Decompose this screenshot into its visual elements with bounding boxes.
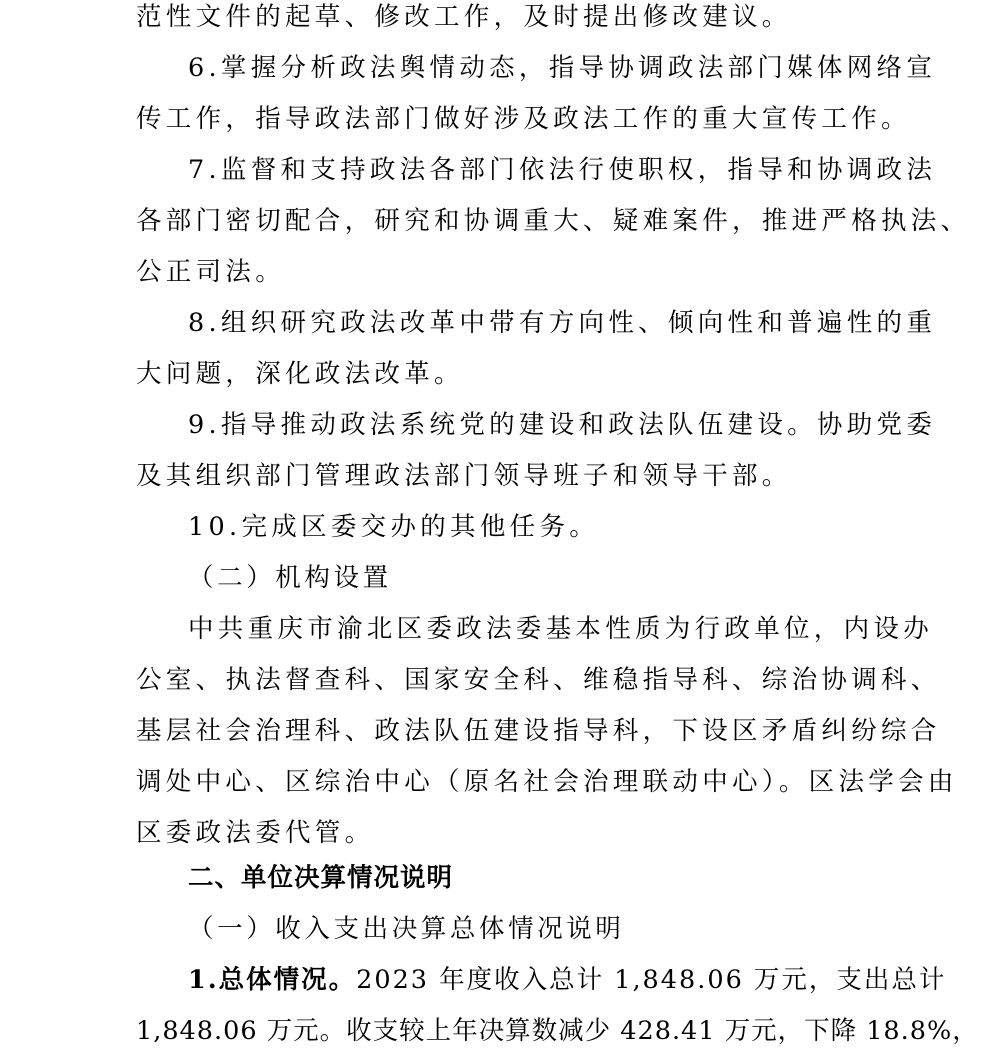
text-line: 中共重庆市渝北区委政法委基本性质为行政单位，内设办 [188, 614, 934, 644]
list-item-6: 6.掌握分析政法舆情动态，指导协调政法部门媒体网络宣 [188, 53, 937, 83]
list-item-8: 8.组织研究政法改革中带有方向性、倾向性和普遍性的重 [188, 308, 937, 338]
section-heading: （二）机构设置 [188, 563, 392, 593]
text-line: 公正司法。 [136, 257, 286, 287]
text-line: 各部门密切配合，研究和协调重大、疑难案件，推进严格执法、 [136, 206, 971, 236]
text-line: 公室、执法督查科、国家安全科、维稳指导科、综治协调科、 [136, 665, 941, 695]
text-line: 1,848.06 万元。收支较上年决算数减少 428.41 万元，下降 18.8%， [136, 1016, 979, 1046]
text-line: 及其组织部门管理政法部门领导班子和领导干部。 [136, 461, 792, 491]
list-item-10: 10.完成区委交办的其他任务。 [188, 512, 600, 542]
list-item-9: 9.指导推动政法系统党的建设和政法队伍建设。协助党委 [188, 410, 937, 440]
summary-label: 1.总体情况。 [188, 965, 357, 995]
list-item-7: 7.监督和支持政法各部门依法行使职权，指导和协调政法 [188, 155, 937, 185]
section-heading: （一）收入支出决算总体情况说明 [188, 914, 625, 944]
chapter-heading: 二、单位决算情况说明 [188, 863, 454, 893]
text-line: 区委政法委代管。 [136, 818, 375, 848]
text-line: 基层社会治理科、政法队伍建设指导科，下设区矛盾纠纷综合 [136, 716, 941, 746]
summary-text: 2023 年度收入总计 1,848.06 万元，支出总计 [356, 965, 947, 995]
text-line: 传工作，指导政法部门做好涉及政法工作的重大宣传工作。 [136, 104, 911, 134]
text-line: 大问题，深化政法改革。 [136, 359, 464, 389]
text-line: 范性文件的起草、修改工作，及时提出修改建议。 [136, 2, 792, 32]
summary-line [188, 963, 946, 997]
text-line: 调处中心、区综治中心（原名社会治理联动中心）。区法学会由 [136, 767, 958, 797]
